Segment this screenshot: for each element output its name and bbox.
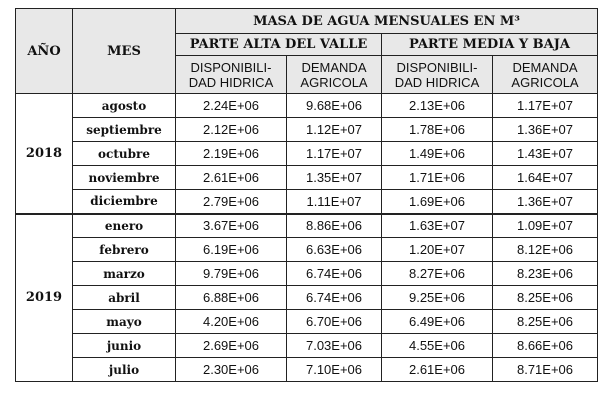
year-cell: 2018 — [16, 94, 73, 214]
value-cell: 6.74E+06 — [287, 286, 382, 310]
value-cell: 6.74E+06 — [287, 262, 382, 286]
table-body — [16, 94, 598, 382]
value-cell: 8.25E+06 — [493, 310, 598, 334]
subheader-availability-upper: DISPONIBILI- DAD HIDRICA — [176, 56, 287, 94]
value-cell: 2.61E+06 — [382, 358, 493, 382]
value-cell: 8.12E+06 — [493, 238, 598, 262]
water-volume-table — [15, 8, 598, 382]
value-cell: 1.49E+06 — [382, 142, 493, 166]
value-cell: 8.71E+06 — [493, 358, 598, 382]
table-row — [16, 310, 598, 334]
subheader-demand-upper: DEMANDA AGRICOLA — [287, 56, 382, 94]
group-header-middle-lower: PARTE MEDIA Y BAJA — [382, 34, 598, 56]
month-cell: junio — [73, 334, 176, 358]
table-row — [16, 142, 598, 166]
month-cell: enero — [73, 214, 176, 238]
table-row — [16, 190, 598, 214]
table-row — [16, 286, 598, 310]
value-cell: 1.36E+07 — [493, 190, 598, 214]
month-cell: agosto — [73, 94, 176, 118]
month-cell: septiembre — [73, 118, 176, 142]
year-cell: 2019 — [16, 214, 73, 382]
value-cell: 8.86E+06 — [287, 214, 382, 238]
value-cell: 2.61E+06 — [176, 166, 287, 190]
value-cell: 6.49E+06 — [382, 310, 493, 334]
value-cell: 1.43E+07 — [493, 142, 598, 166]
value-cell: 7.03E+06 — [287, 334, 382, 358]
subheader-demand-lower: DEMANDA AGRICOLA — [493, 56, 598, 94]
month-cell: diciembre — [73, 190, 176, 214]
table-row — [16, 166, 598, 190]
month-cell: marzo — [73, 262, 176, 286]
value-cell: 8.25E+06 — [493, 286, 598, 310]
value-cell: 4.20E+06 — [176, 310, 287, 334]
value-cell: 2.79E+06 — [176, 190, 287, 214]
value-cell: 1.71E+06 — [382, 166, 493, 190]
value-cell: 2.13E+06 — [382, 94, 493, 118]
value-cell: 6.70E+06 — [287, 310, 382, 334]
value-cell: 1.17E+07 — [287, 142, 382, 166]
value-cell: 1.63E+07 — [382, 214, 493, 238]
month-cell: julio — [73, 358, 176, 382]
month-cell: noviembre — [73, 166, 176, 190]
value-cell: 1.12E+07 — [287, 118, 382, 142]
value-cell: 1.17E+07 — [493, 94, 598, 118]
month-cell: mayo — [73, 310, 176, 334]
value-cell: 1.35E+07 — [287, 166, 382, 190]
value-cell: 4.55E+06 — [382, 334, 493, 358]
value-cell: 2.69E+06 — [176, 334, 287, 358]
month-column-header: MES — [73, 9, 176, 94]
value-cell: 9.79E+06 — [176, 262, 287, 286]
value-cell: 2.12E+06 — [176, 118, 287, 142]
value-cell: 6.88E+06 — [176, 286, 287, 310]
value-cell: 8.27E+06 — [382, 262, 493, 286]
value-cell: 1.36E+07 — [493, 118, 598, 142]
month-cell: octubre — [73, 142, 176, 166]
value-cell: 8.66E+06 — [493, 334, 598, 358]
table-row — [16, 358, 598, 382]
value-cell: 1.78E+06 — [382, 118, 493, 142]
month-cell: febrero — [73, 238, 176, 262]
value-cell: 6.63E+06 — [287, 238, 382, 262]
table-row — [16, 262, 598, 286]
table-row — [16, 214, 598, 238]
table-row — [16, 118, 598, 142]
value-cell: 1.11E+07 — [287, 190, 382, 214]
month-cell: abril — [73, 286, 176, 310]
table-row — [16, 238, 598, 262]
table-row — [16, 94, 598, 118]
value-cell: 8.23E+06 — [493, 262, 598, 286]
value-cell: 1.69E+06 — [382, 190, 493, 214]
subheader-availability-lower: DISPONIBILI- DAD HIDRICA — [382, 56, 493, 94]
value-cell: 2.19E+06 — [176, 142, 287, 166]
table-row — [16, 334, 598, 358]
value-cell: 2.24E+06 — [176, 94, 287, 118]
value-cell: 7.10E+06 — [287, 358, 382, 382]
value-cell: 9.25E+06 — [382, 286, 493, 310]
value-cell: 3.67E+06 — [176, 214, 287, 238]
group-header-upper-valley: PARTE ALTA DEL VALLE — [176, 34, 382, 56]
value-cell: 6.19E+06 — [176, 238, 287, 262]
table-title: MASA DE AGUA MENSUALES EN M³ — [176, 9, 598, 34]
value-cell: 1.09E+07 — [493, 214, 598, 238]
value-cell: 1.64E+07 — [493, 166, 598, 190]
value-cell: 9.68E+06 — [287, 94, 382, 118]
value-cell: 2.30E+06 — [176, 358, 287, 382]
year-column-header: AÑO — [16, 9, 73, 94]
value-cell: 1.20E+07 — [382, 238, 493, 262]
